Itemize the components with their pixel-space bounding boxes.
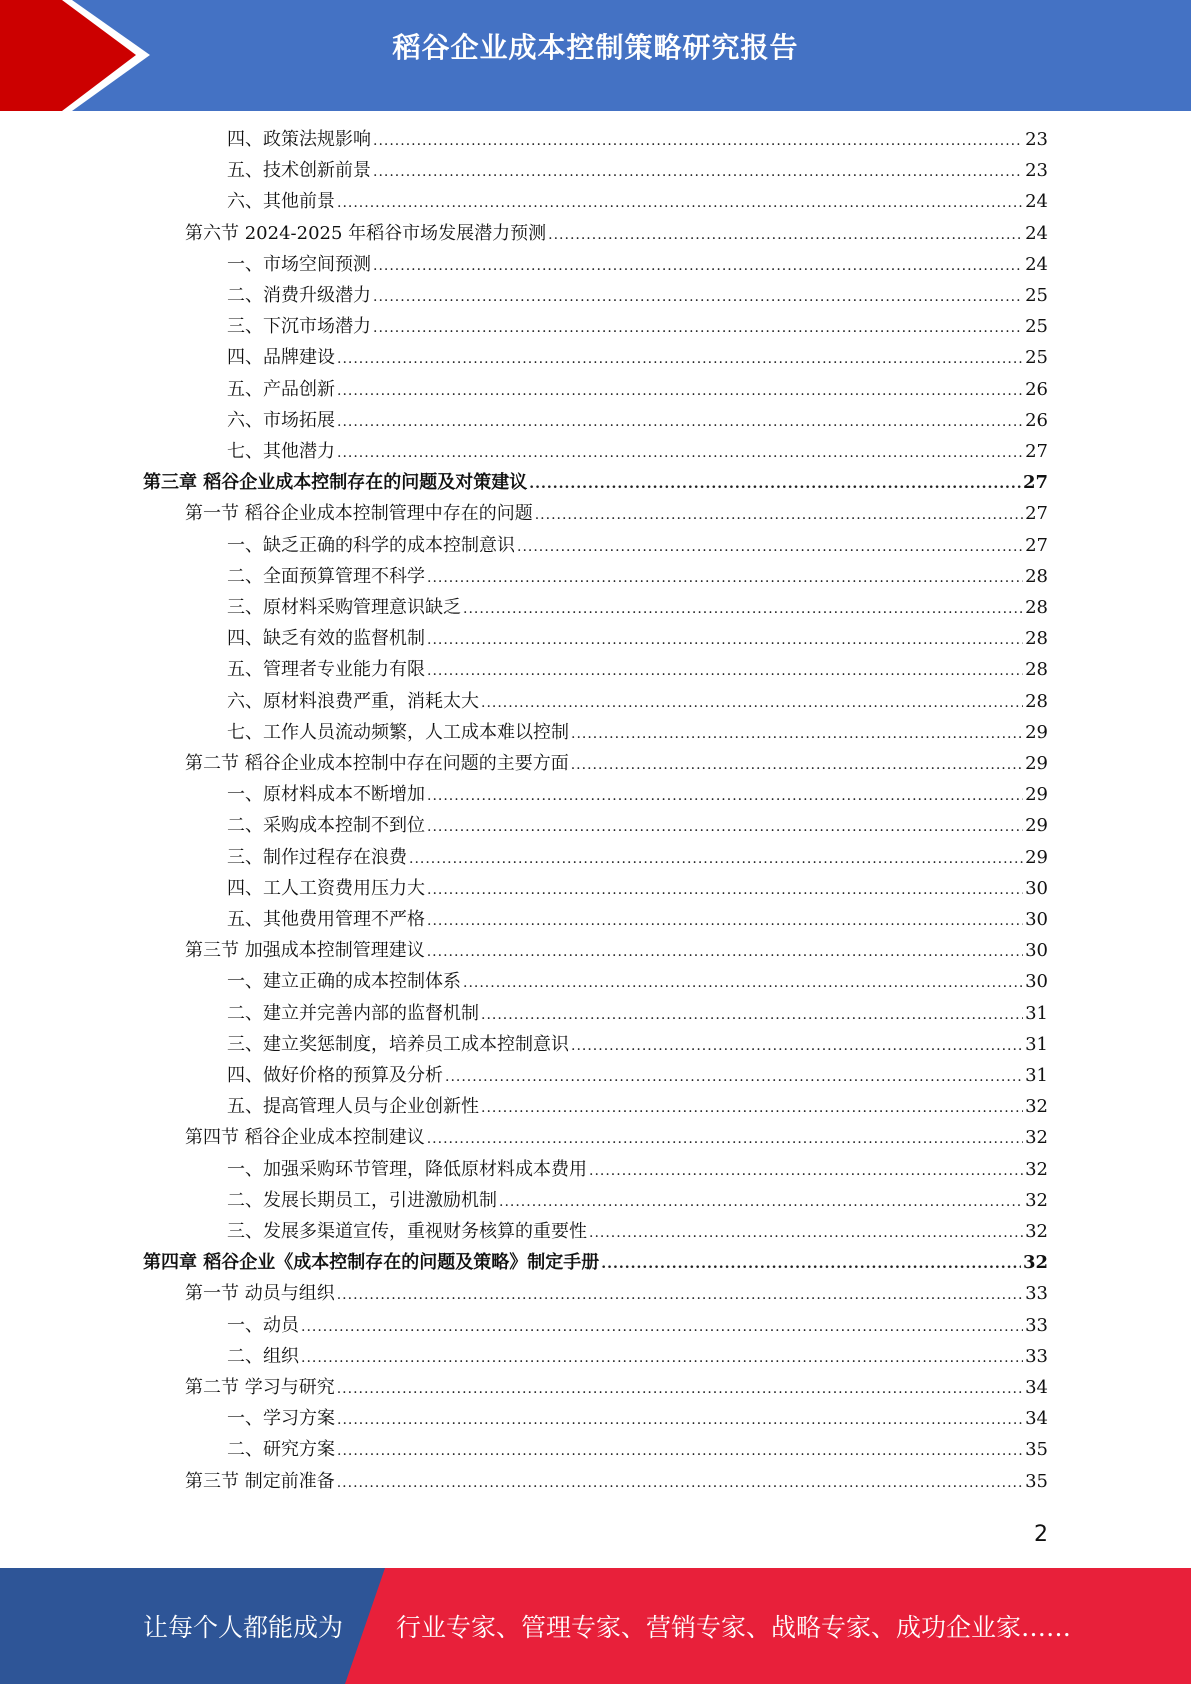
- toc-page-number: 28: [1025, 565, 1048, 587]
- toc-dot-leader: [427, 907, 1023, 933]
- toc-entry-title: 一、动员: [227, 1314, 299, 1336]
- toc-page-number: 32: [1022, 1252, 1048, 1274]
- toc-entry-title: 第二节 稻谷企业成本控制中存在问题的主要方面: [185, 753, 569, 774]
- toc-page-number: 30: [1025, 909, 1048, 930]
- toc-dot-leader: [427, 782, 1023, 808]
- toc-entry-title: 第一节 动员与组织: [185, 1283, 335, 1305]
- toc-item[interactable]: [227, 1001, 1048, 1027]
- toc-item[interactable]: [227, 845, 1048, 871]
- toc-dot-leader: [373, 314, 1023, 340]
- toc-entry-title: 第一节 稻谷企业成本控制管理中存在的问题: [185, 503, 533, 525]
- toc-page-number: 32: [1025, 1096, 1048, 1118]
- toc-entry-title: 三、发展多渠道宣传，重视财务核算的重要性: [227, 1221, 587, 1242]
- toc-item[interactable]: [227, 782, 1048, 808]
- toc-entry-title: 二、采购成本控制不到位: [227, 815, 425, 837]
- toc-item[interactable]: [227, 345, 1048, 371]
- toc-page-number: 23: [1025, 129, 1048, 150]
- toc-dot-leader: [427, 1125, 1023, 1151]
- toc-dot-leader: [571, 1032, 1023, 1058]
- page-header: [0, 0, 1191, 111]
- toc-dot-leader: [373, 252, 1023, 278]
- toc-page-number: 30: [1025, 971, 1048, 993]
- toc-item[interactable]: [227, 689, 1048, 715]
- toc-page-number: 27: [1022, 472, 1048, 494]
- toc-dot-leader: [427, 657, 1023, 683]
- toc-item[interactable]: [227, 969, 1048, 995]
- toc-dot-leader: [535, 501, 1023, 527]
- toc-page-number: 29: [1025, 721, 1048, 743]
- toc-page-number: 30: [1025, 940, 1048, 962]
- toc-dot-leader: [337, 1469, 1023, 1495]
- toc-dot-leader: [337, 1437, 1023, 1463]
- toc-item[interactable]: [227, 876, 1048, 902]
- toc-dot-leader: [337, 439, 1023, 465]
- toc-dot-leader: [517, 533, 1023, 559]
- toc-item[interactable]: [227, 283, 1048, 309]
- toc-entry-title: 第四章 稻谷企业《成本控制存在的问题及策略》制定手册: [143, 1252, 600, 1274]
- toc-entry-title: 一、缺乏正确的科学的成本控制意识: [227, 534, 515, 556]
- toc-entry-title: 四、做好价格的预算及分析: [227, 1065, 443, 1086]
- toc-dot-leader: [589, 1157, 1023, 1183]
- toc-page-number: 29: [1025, 753, 1048, 774]
- toc-dot-leader: [337, 377, 1023, 403]
- toc-item[interactable]: [227, 127, 1048, 153]
- toc-dot-leader: [445, 1063, 1023, 1089]
- toc-item[interactable]: [227, 408, 1048, 434]
- toc-dot-leader: [373, 127, 1023, 153]
- toc-entry-title: 六、市场拓展: [227, 409, 335, 431]
- toc-entry-title: 二、消费升级潜力: [227, 285, 371, 306]
- toc-dot-leader: [481, 1094, 1023, 1120]
- page-number: 2: [1034, 1522, 1048, 1547]
- toc-page-number: 31: [1025, 1002, 1048, 1024]
- toc-entry-title: 三、制作过程存在浪费: [227, 846, 407, 868]
- toc-entry-title: 四、工人工资费用压力大: [227, 877, 425, 899]
- toc-item[interactable]: [227, 1094, 1048, 1120]
- toc-item[interactable]: [227, 626, 1048, 652]
- toc-page-number: 28: [1025, 597, 1048, 618]
- toc-dot-leader: [427, 813, 1023, 839]
- toc-section[interactable]: [185, 221, 1048, 247]
- toc-page-number: 33: [1025, 1283, 1048, 1305]
- toc-dot-leader: [337, 189, 1023, 215]
- toc-entry-title: 第六节 2024-2025 年稻谷市场发展潜力预测: [185, 222, 547, 244]
- toc-entry-title: 七、其他潜力: [227, 441, 335, 462]
- toc-item[interactable]: [227, 1313, 1048, 1339]
- toc-page-number: 33: [1025, 1345, 1048, 1367]
- toc-section[interactable]: [185, 1375, 1048, 1401]
- toc-item[interactable]: [227, 377, 1048, 403]
- toc-item[interactable]: [227, 1188, 1048, 1214]
- toc-dot-leader: [481, 689, 1023, 715]
- toc-entry-title: 第三节 加强成本控制管理建议: [185, 940, 425, 962]
- toc-page-number: 28: [1025, 659, 1048, 681]
- toc-page-number: 29: [1025, 784, 1048, 806]
- toc-dot-leader: [301, 1344, 1023, 1370]
- toc-page-number: 24: [1025, 222, 1048, 244]
- toc-dot-leader: [481, 1001, 1023, 1027]
- toc-entry-title: 四、缺乏有效的监督机制: [227, 628, 425, 650]
- toc-item[interactable]: [227, 813, 1048, 839]
- toc-item[interactable]: [227, 533, 1048, 559]
- toc-dot-leader: [589, 1219, 1023, 1245]
- toc-dot-leader: [337, 1375, 1023, 1401]
- toc-dot-leader: [571, 751, 1023, 777]
- toc-dot-leader: [301, 1313, 1023, 1339]
- toc-page-number: 26: [1025, 409, 1048, 431]
- toc-section[interactable]: [185, 1125, 1048, 1151]
- toc-page-number: 33: [1025, 1314, 1048, 1336]
- toc-entry-title: 第三章 稻谷企业成本控制存在的问题及对策建议: [143, 472, 528, 494]
- toc-dot-leader: [337, 1281, 1023, 1307]
- toc-page-number: 26: [1025, 378, 1048, 400]
- toc-page-number: 31: [1025, 1065, 1048, 1086]
- toc-entry-title: 二、研究方案: [227, 1439, 335, 1461]
- toc-page-number: 32: [1025, 1221, 1048, 1242]
- toc-entry-title: 五、管理者专业能力有限: [227, 659, 425, 681]
- toc-entry-title: 四、品牌建设: [227, 347, 335, 369]
- toc-page-number: 35: [1025, 1439, 1048, 1461]
- toc-dot-leader: [601, 1250, 1021, 1276]
- toc-item[interactable]: [227, 252, 1048, 278]
- toc-page-number: 24: [1025, 253, 1048, 275]
- toc-entry-title: 第四节 稻谷企业成本控制建议: [185, 1127, 425, 1149]
- toc-chapter[interactable]: [143, 470, 1048, 496]
- toc-section[interactable]: [185, 1469, 1048, 1495]
- toc-page-number: 25: [1025, 347, 1048, 369]
- toc-entry-title: 二、发展长期员工，引进激励机制: [227, 1189, 497, 1211]
- toc-page-number: 28: [1025, 690, 1048, 712]
- toc-entry-title: 二、建立并完善内部的监督机制: [227, 1002, 479, 1024]
- toc-entry-title: 二、全面预算管理不科学: [227, 565, 425, 587]
- toc-item[interactable]: [227, 158, 1048, 184]
- toc-item[interactable]: [227, 1406, 1048, 1432]
- toc-item[interactable]: [227, 1219, 1048, 1245]
- toc-dot-leader: [548, 221, 1023, 247]
- toc-page-number: 32: [1025, 1189, 1048, 1211]
- toc-section[interactable]: [185, 501, 1048, 527]
- toc-page-number: 34: [1025, 1408, 1048, 1430]
- toc-entry-title: 一、建立正确的成本控制体系: [227, 971, 461, 993]
- toc-item[interactable]: [227, 439, 1048, 465]
- footer-tagline: 行业专家、管理专家、营销专家、战略专家、成功企业家……: [396, 1613, 1072, 1642]
- toc-entry-title: 第三节 制定前准备: [185, 1470, 335, 1492]
- toc-entry-title: 六、其他前景: [227, 191, 335, 213]
- toc-item[interactable]: [227, 1063, 1048, 1089]
- toc-dot-leader: [427, 626, 1023, 652]
- toc-page-number: 27: [1025, 534, 1048, 556]
- toc-chapter[interactable]: [143, 1250, 1048, 1276]
- toc-page-number: 24: [1025, 191, 1048, 213]
- toc-entry-title: 一、加强采购环节管理，降低原材料成本费用: [227, 1158, 587, 1180]
- toc-dot-leader: [427, 564, 1023, 590]
- toc-dot-leader: [337, 345, 1023, 371]
- toc-item[interactable]: [227, 657, 1048, 683]
- toc-dot-leader: [499, 1188, 1023, 1214]
- toc-entry-title: 五、提高管理人员与企业创新性: [227, 1096, 479, 1118]
- page-footer: [0, 1568, 1191, 1684]
- toc-entry-title: 五、产品创新: [227, 378, 335, 400]
- toc-dot-leader: [373, 158, 1023, 184]
- footer-slogan: 让每个人都能成为: [143, 1613, 344, 1642]
- toc-dot-leader: [373, 283, 1023, 309]
- toc-page-number: 29: [1025, 846, 1048, 868]
- toc-entry-title: 五、其他费用管理不严格: [227, 909, 425, 930]
- toc-item[interactable]: [227, 595, 1048, 621]
- toc-dot-leader: [409, 845, 1023, 871]
- toc-entry-title: 三、建立奖惩制度，培养员工成本控制意识: [227, 1033, 569, 1055]
- toc-entry-title: 二、组织: [227, 1345, 299, 1367]
- toc-page-number: 35: [1025, 1470, 1048, 1492]
- toc-dot-leader: [337, 1406, 1023, 1432]
- toc-dot-leader: [529, 470, 1021, 496]
- toc-item[interactable]: [227, 1344, 1048, 1370]
- toc-dot-leader: [463, 595, 1023, 621]
- toc-item[interactable]: [227, 1157, 1048, 1183]
- toc-section[interactable]: [185, 1281, 1048, 1307]
- toc-page-number: 27: [1025, 441, 1048, 462]
- toc-section[interactable]: [185, 938, 1048, 964]
- toc-entry-title: 一、原材料成本不断增加: [227, 784, 425, 806]
- toc-page-number: 27: [1025, 503, 1048, 525]
- toc-section[interactable]: [185, 751, 1048, 777]
- toc-dot-leader: [337, 408, 1023, 434]
- toc-page-number: 32: [1025, 1127, 1048, 1149]
- toc-item[interactable]: [227, 564, 1048, 590]
- toc-page-number: 28: [1025, 628, 1048, 650]
- toc-page-number: 25: [1025, 316, 1048, 338]
- toc-dot-leader: [463, 969, 1023, 995]
- toc-entry-title: 六、原材料浪费严重，消耗太大: [227, 690, 479, 712]
- toc-item[interactable]: [227, 1437, 1048, 1463]
- toc-entry-title: 三、原材料采购管理意识缺乏: [227, 597, 461, 618]
- toc-page-number: 25: [1025, 285, 1048, 306]
- toc-entry-title: 三、下沉市场潜力: [227, 316, 371, 338]
- toc-dot-leader: [427, 938, 1023, 964]
- toc-page-number: 30: [1025, 877, 1048, 899]
- toc-dot-leader: [427, 876, 1023, 902]
- toc-item[interactable]: [227, 907, 1048, 933]
- report-title: 稻谷企业成本控制策略研究报告: [392, 31, 799, 64]
- toc-item[interactable]: [227, 720, 1048, 746]
- toc-item[interactable]: [227, 1032, 1048, 1058]
- toc-entry-title: 五、技术创新前景: [227, 160, 371, 182]
- toc-entry-title: 七、工作人员流动频繁，人工成本难以控制: [227, 721, 569, 743]
- toc-dot-leader: [571, 720, 1023, 746]
- toc-entry-title: 一、市场空间预测: [227, 253, 371, 275]
- toc-entry-title: 一、学习方案: [227, 1408, 335, 1430]
- toc-page-number: 29: [1025, 815, 1048, 837]
- toc-item[interactable]: [227, 189, 1048, 215]
- toc-entry-title: 第二节 学习与研究: [185, 1377, 335, 1398]
- toc-page-number: 23: [1025, 160, 1048, 182]
- toc-item[interactable]: [227, 314, 1048, 340]
- toc-page-number: 31: [1025, 1033, 1048, 1055]
- toc-entry-title: 四、政策法规影响: [227, 129, 371, 150]
- toc-page-number: 34: [1025, 1377, 1048, 1398]
- toc-page-number: 32: [1025, 1158, 1048, 1180]
